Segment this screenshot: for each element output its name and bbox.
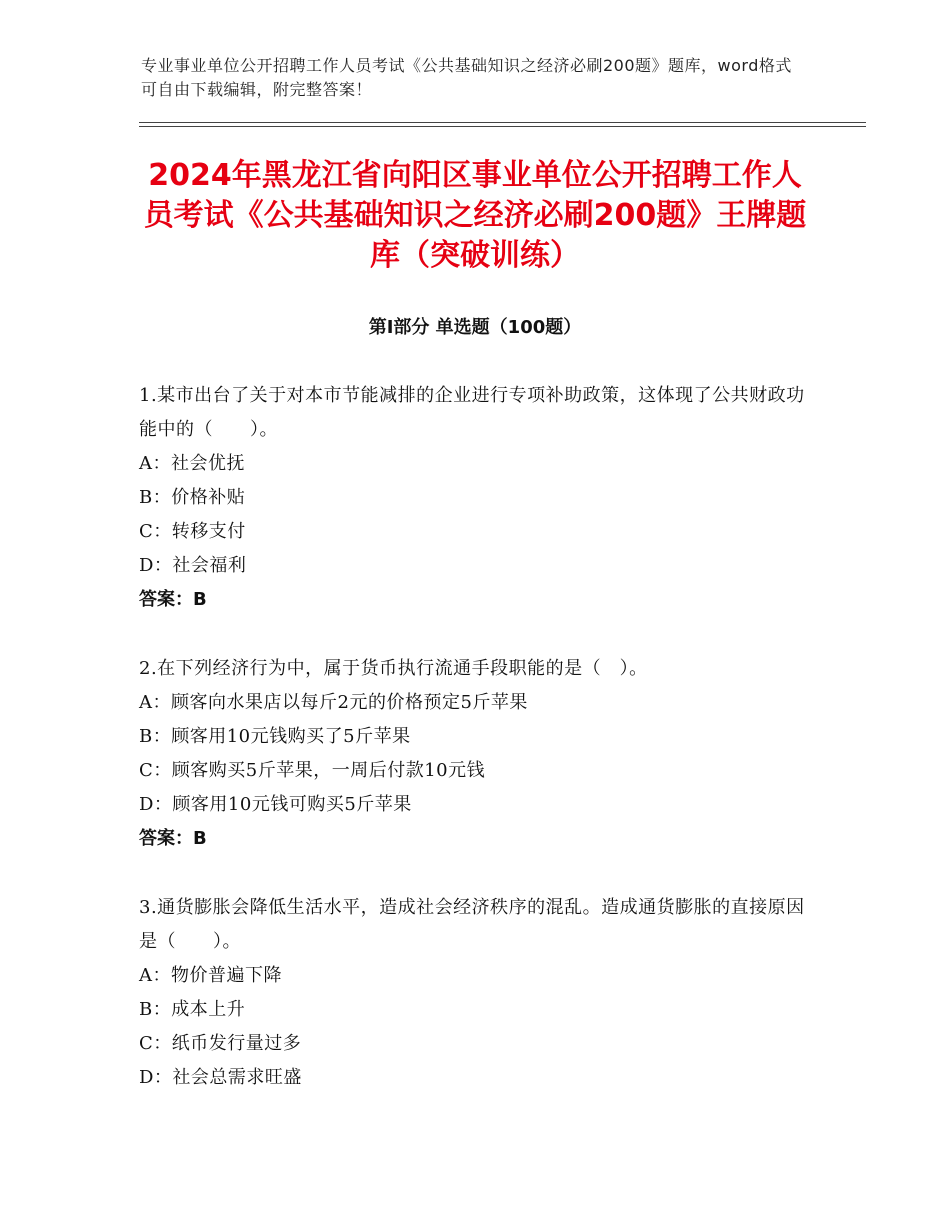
question-1 [139, 379, 819, 617]
option-c: C：纸币发行量过多 [139, 1033, 302, 1054]
option-a: A：社会优抚 [139, 453, 245, 474]
question-2 [139, 652, 819, 856]
document-title: 2024年黑龙江省向阳区事业单位公开招聘工作人员考试《公共基础知识之经济必刷200题》王牌题库（突破训练） [143, 158, 807, 273]
header-divider-bottom [139, 126, 866, 127]
question-3 [139, 891, 819, 1095]
question-stem: 1.某市出台了关于对本市节能减排的企业进行专项补助政策，这体现了公共财政功能中的（ ）。 [139, 385, 805, 440]
question-stem: 2.在下列经济行为中，属于货币执行流通手段职能的是（ ）。 [139, 658, 648, 679]
option-b: B：顾客用10元钱购买了5斤苹果 [139, 726, 411, 747]
option-a: A：顾客向水果店以每斤2元的价格预定5斤苹果 [139, 692, 528, 713]
document-header-note: 专业事业单位公开招聘工作人员考试《公共基础知识之经济必刷200题》题库，word格式可自由下载编辑，附完整答案！ [141, 56, 792, 99]
option-c: C：顾客购买5斤苹果，一周后付款10元钱 [139, 760, 486, 781]
option-d: D：社会福利 [139, 555, 247, 576]
section-heading: 第Ⅰ部分 单选题（100题） [368, 317, 582, 338]
option-b: B：价格补贴 [139, 487, 246, 508]
question-stem: 3.通货膨胀会降低生活水平，造成社会经济秩序的混乱。造成通货膨胀的直接原因是（ ）。 [139, 897, 805, 952]
option-b: B：成本上升 [139, 999, 246, 1020]
option-c: C：转移支付 [139, 521, 246, 542]
option-a: A：物价普遍下降 [139, 965, 282, 986]
answer-line: 答案：B [139, 828, 207, 849]
option-d: D：顾客用10元钱可购买5斤苹果 [139, 794, 412, 815]
header-divider-top [139, 122, 866, 123]
option-d: D：社会总需求旺盛 [139, 1067, 302, 1088]
answer-line: 答案：B [139, 589, 207, 610]
